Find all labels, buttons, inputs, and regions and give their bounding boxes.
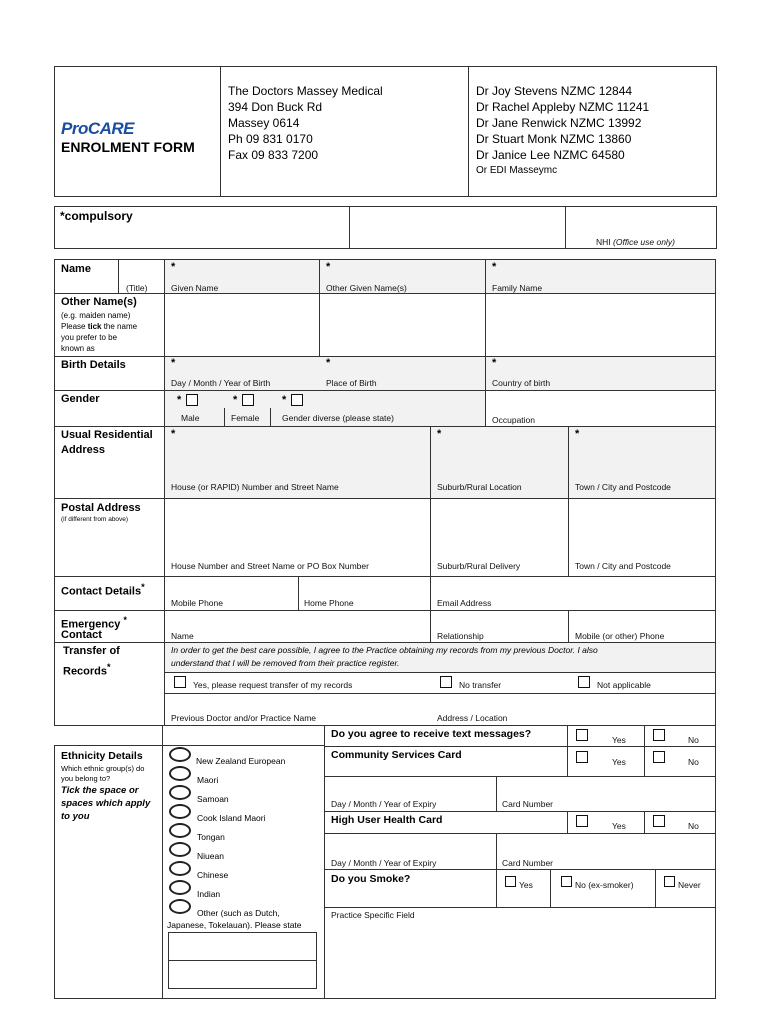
table-border (715, 259, 716, 999)
contact-details-label: Contact Details* (61, 582, 145, 598)
transfer-na-checkbox[interactable] (578, 676, 590, 688)
ethnicity-option-label: Cook Island Maori (197, 813, 266, 823)
hhc-label: High User Health Card (331, 814, 443, 826)
ethnicity-other-input[interactable] (168, 932, 317, 961)
col-line (567, 811, 568, 833)
transfer-na-caption: Not applicable (597, 680, 651, 690)
smoke-yes-checkbox[interactable] (505, 876, 516, 887)
required-star: * (233, 394, 238, 406)
dob-caption: Day / Month / Year of Birth (171, 378, 271, 388)
csc-yes-checkbox[interactable] (576, 751, 588, 763)
postal-suburb-caption: Suburb/Rural Delivery (437, 561, 521, 571)
doctor-entry: Dr Stuart Monk NZMC 13860 (476, 132, 632, 146)
csc-no-checkbox[interactable] (653, 751, 665, 763)
row-line (324, 746, 715, 747)
postal-street-caption: House Number and Street Name or PO Box Number (171, 561, 369, 571)
yes-caption: Yes (612, 821, 626, 831)
emergency-contact-label: Emergency * (61, 615, 127, 631)
family-name-caption: Family Name (492, 283, 543, 293)
row-line (324, 811, 715, 812)
smoke-never-checkbox[interactable] (664, 876, 675, 887)
other-names-note: Please tick the name (61, 322, 138, 331)
col-line (496, 869, 497, 907)
ethnicity-label: Ethnicity Details (61, 750, 143, 762)
title-caption: (Title) (126, 283, 148, 293)
postal-note: (if different from above) (61, 516, 129, 523)
gender-label: Gender (61, 393, 100, 405)
row-divider (349, 206, 350, 249)
previous-address-caption: Address / Location (437, 713, 508, 723)
other-name-field[interactable] (320, 294, 484, 355)
row-line (324, 869, 715, 870)
ethnicity-option-circle[interactable] (169, 766, 191, 781)
female-caption: Female (231, 413, 260, 423)
label-column-border (164, 259, 165, 725)
country-of-birth-caption: Country of birth (492, 378, 551, 388)
transfer-statement: understand that I will be removed from their practice register. (171, 658, 400, 668)
table-border (54, 998, 715, 999)
other-names-label: Other Name(s) (61, 296, 137, 308)
required-star: * (171, 357, 176, 369)
compulsory-note: *compulsory (60, 209, 133, 223)
csc-expiry-caption: Day / Month / Year of Expiry (331, 799, 437, 809)
ethnicity-instruction: to you (61, 811, 90, 822)
ethnicity-instruction: spaces which apply (61, 798, 151, 809)
ethnicity-option-circle[interactable] (169, 861, 191, 876)
table-border (54, 745, 55, 999)
occupation-caption: Occupation (492, 415, 535, 425)
practice-name: The Doctors Massey Medical (228, 84, 383, 98)
transfer-label: Transfer of (63, 645, 120, 657)
row-line (165, 672, 715, 673)
csc-card-number-caption: Card Number (502, 799, 554, 809)
header-divider (468, 66, 469, 197)
emergency-name-caption: Name (171, 631, 194, 641)
col-line (567, 725, 568, 776)
hhc-expiry-caption: Day / Month / Year of Expiry (331, 858, 437, 868)
other-names-note: you prefer to be (61, 333, 118, 342)
required-star: * (492, 261, 497, 273)
required-star: * (326, 357, 331, 369)
row-line (54, 642, 715, 643)
residential-suburb-caption: Suburb/Rural Location (437, 482, 522, 492)
col-line (644, 811, 645, 833)
transfer-statement: In order to get the best care possible, I agree to the Practice obtaining my records from my previous Doctor. I also (171, 645, 598, 655)
smoke-question: Do you Smoke? (331, 873, 411, 885)
residential-street-caption: House (or RAPID) Number and Street Name (171, 482, 339, 492)
yes-caption: Yes (612, 757, 626, 767)
ethnicity-option-label: Samoan (197, 794, 229, 804)
ethnicity-other-label: Japanese, Tokelauan). Please state (167, 920, 302, 930)
procare-logo: ProCARE (61, 119, 135, 138)
transfer-no-checkbox[interactable] (440, 676, 452, 688)
residential-label: Usual Residential (61, 429, 153, 441)
transfer-yes-checkbox[interactable] (174, 676, 186, 688)
row-line (54, 725, 715, 726)
col-line (550, 869, 551, 907)
ethnicity-option-label: New Zealand European (196, 756, 286, 766)
required-star: * (171, 261, 176, 273)
gender-diverse-caption: Gender diverse (please state) (282, 413, 394, 423)
other-name-field[interactable] (166, 294, 318, 355)
doctor-entry: Dr Jane Renwick NZMC 13992 (476, 116, 642, 130)
table-border (54, 259, 55, 725)
hhc-card-number-caption: Card Number (502, 858, 554, 868)
smoke-never-caption: Never (678, 880, 701, 890)
col-line (655, 869, 656, 907)
doctor-entry: Dr Joy Stevens NZMC 12844 (476, 84, 633, 98)
transfer-yes-caption: Yes, please request transfer of my records (193, 680, 353, 690)
col-line (644, 725, 645, 776)
female-checkbox[interactable] (242, 394, 254, 406)
ethnicity-option-circle[interactable] (169, 785, 191, 800)
emergency-phone-caption: Mobile (or other) Phone (575, 631, 665, 641)
practice-phone: Ph 09 831 0170 (228, 132, 313, 146)
practice-street: 394 Don Buck Rd (228, 100, 323, 114)
required-star: * (575, 428, 580, 440)
practice-fax: Fax 09 833 7200 (228, 148, 319, 162)
form-title: ENROLMENT FORM (61, 139, 195, 155)
smoke-no-caption: No (ex-smoker) (575, 880, 634, 890)
hhc-no-checkbox[interactable] (653, 815, 665, 827)
gender-diverse-checkbox[interactable] (291, 394, 303, 406)
hhc-yes-checkbox[interactable] (576, 815, 588, 827)
no-caption: No (688, 757, 699, 767)
practice-field-caption: Practice Specific Field (331, 910, 415, 920)
name-label: Name (61, 263, 91, 275)
yes-caption: Yes (612, 735, 626, 745)
required-star: * (282, 394, 287, 406)
ethnicity-note: Which ethnic group(s) do (61, 764, 145, 773)
mobile-phone-caption: Mobile Phone (171, 598, 223, 608)
row-line (54, 745, 324, 746)
other-names-note: known as (61, 344, 95, 353)
title-field[interactable] (119, 260, 163, 293)
ethnicity-option-label: Niuean (197, 851, 224, 861)
emergency-name-field[interactable] (166, 611, 429, 641)
other-names-note: (e.g. maiden name) (61, 311, 131, 320)
col-line (224, 408, 225, 426)
header-divider (220, 66, 221, 197)
residential-label: Address (61, 444, 106, 456)
emergency-contact-label: Contact (61, 629, 102, 641)
postal-label: Postal Address (61, 502, 141, 514)
col-line (270, 408, 271, 426)
ethnicity-option-label: Indian (197, 889, 221, 899)
ethnicity-option-label: Tongan (197, 832, 225, 842)
required-star: * (326, 261, 331, 273)
smoke-no-checkbox[interactable] (561, 876, 572, 887)
home-phone-caption: Home Phone (304, 598, 354, 608)
doctor-entry: Dr Rachel Appleby NZMC 11241 (476, 100, 650, 114)
other-given-name-caption: Other Given Name(s) (326, 283, 407, 293)
csc-label: Community Services Card (331, 749, 462, 761)
ethnicity-note: you belong to? (61, 774, 111, 783)
email-caption: Email Address (437, 598, 492, 608)
ethnicity-option-label: Maori (197, 775, 219, 785)
other-name-field[interactable] (486, 294, 714, 355)
birth-details-label: Birth Details (61, 359, 126, 371)
required-star: * (177, 394, 182, 406)
text-messages-question: Do you agree to receive text messages? (331, 728, 532, 740)
no-caption: No (688, 735, 699, 745)
transfer-label: Records* (63, 662, 111, 678)
ethnicity-option-circle[interactable] (169, 899, 191, 914)
male-checkbox[interactable] (186, 394, 198, 406)
ethnicity-option-circle[interactable] (169, 823, 191, 838)
text-messages-no-checkbox[interactable] (653, 729, 665, 741)
ethnicity-option-circle[interactable] (169, 842, 191, 857)
required-star: * (492, 357, 497, 369)
ethnicity-other-label: Other (such as Dutch, (197, 908, 280, 918)
text-messages-yes-checkbox[interactable] (576, 729, 588, 741)
no-caption: No (688, 821, 699, 831)
practice-suburb: Massey 0614 (228, 116, 300, 130)
place-of-birth-caption: Place of Birth (326, 378, 377, 388)
doctor-entry: Dr Janice Lee NZMC 64580 (476, 148, 625, 162)
nhi-label: NHI (Office use only) (596, 237, 675, 247)
required-star: * (437, 428, 442, 440)
previous-doctor-caption: Previous Doctor and/or Practice Name (171, 713, 317, 723)
emergency-relationship-caption: Relationship (437, 631, 484, 641)
transfer-no-caption: No transfer (459, 680, 502, 690)
ethnicity-option-circle[interactable] (169, 804, 191, 819)
male-caption: Male (181, 413, 200, 423)
smoke-yes-caption: Yes (519, 880, 533, 890)
ethnicity-option-circle[interactable] (169, 880, 191, 895)
practice-specific-field[interactable] (325, 908, 714, 997)
required-star: * (171, 428, 176, 440)
given-name-caption: Given Name (171, 283, 219, 293)
postal-town-caption: Town / City and Postcode (575, 561, 671, 571)
col-line (162, 725, 163, 998)
ethnicity-instruction: Tick the space or (61, 785, 139, 796)
ethnicity-option-label: Chinese (197, 870, 229, 880)
ethnicity-other-input[interactable] (168, 960, 317, 989)
ethnicity-option-circle[interactable] (169, 747, 191, 762)
edi-code: Or EDI Masseymc (476, 165, 558, 176)
residential-town-caption: Town / City and Postcode (575, 482, 671, 492)
